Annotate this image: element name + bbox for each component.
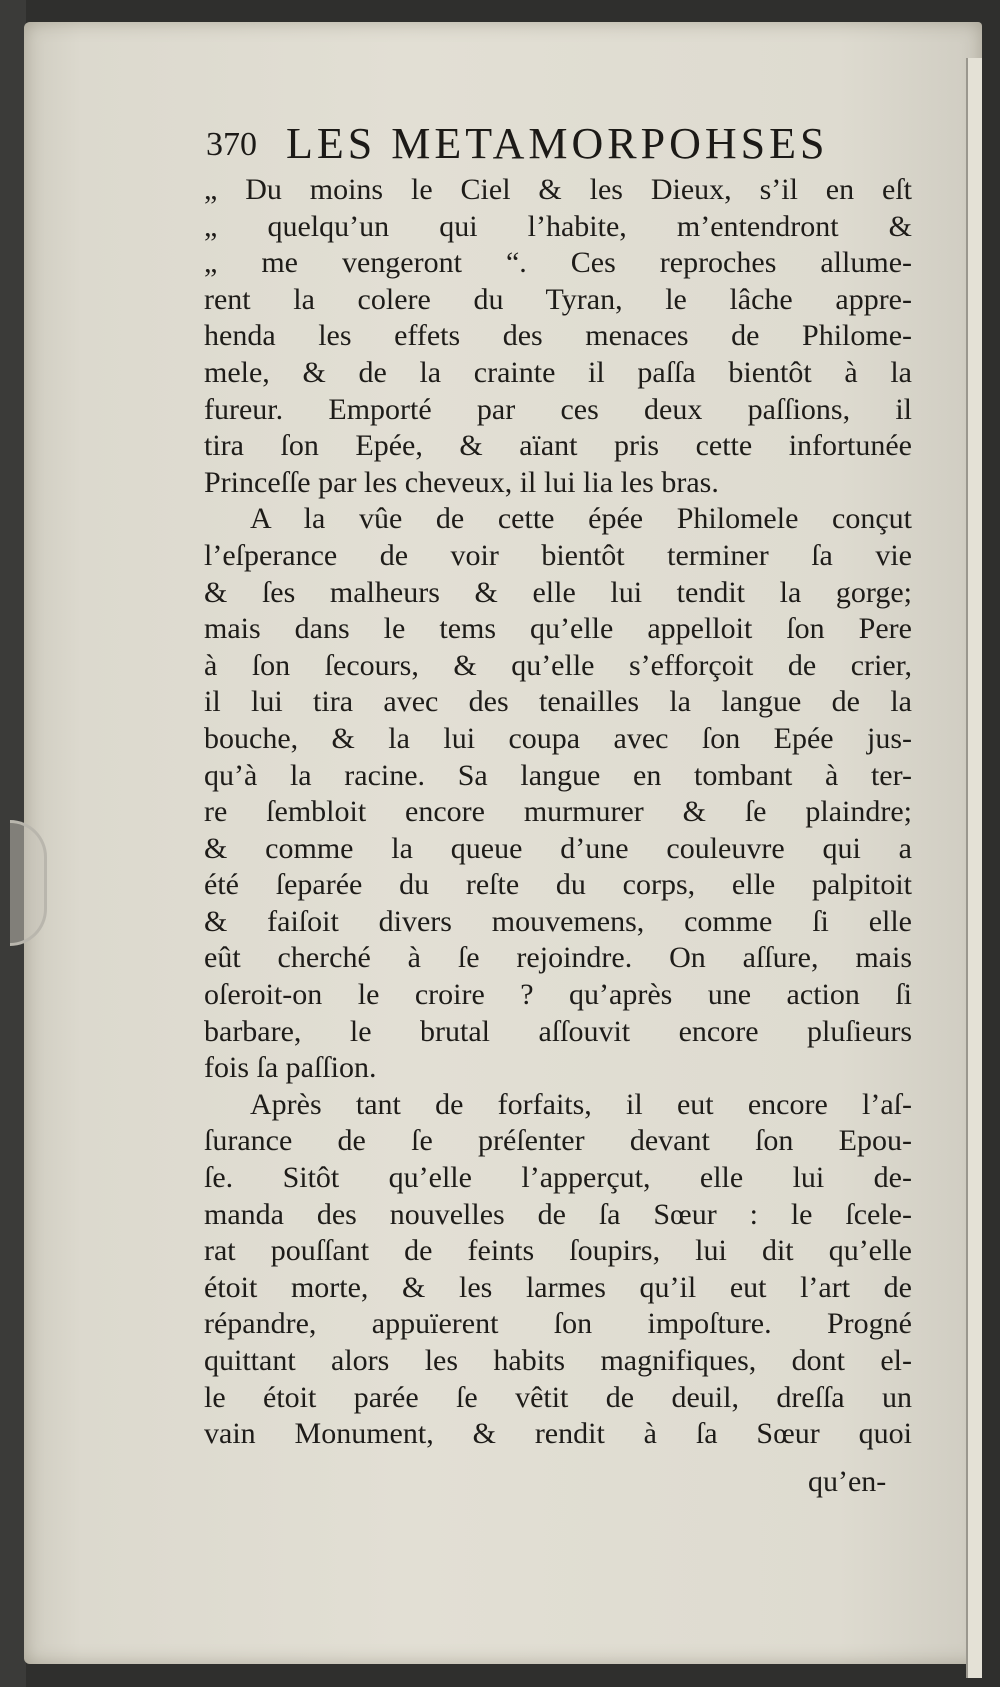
catchword: qu’en-: [808, 1465, 887, 1498]
text-line: & faiſoit divers mouvemens, comme ſi elle: [204, 904, 912, 938]
text-line: „ Du moins le Ciel & les Dieux, s’il en eſt: [204, 173, 912, 206]
text-line: répandre, appuïerent ſon impoſture. Progné: [204, 1307, 912, 1341]
text-line: Princeſſe par les cheveux, il lui lia les bras.: [204, 465, 719, 499]
text-line: quittant alors les habits magnifiques, dont el-: [204, 1344, 912, 1377]
text-line: mele, & de la crainte il paſſa bientôt à la: [204, 355, 912, 389]
body-text: [204, 172, 912, 1453]
page-header: [206, 118, 866, 178]
page-number: 370: [206, 126, 257, 163]
text-line: fois ſa paſſion.: [204, 1051, 377, 1085]
text-line: ſe. Sitôt qu’elle l’apperçut, elle lui de-: [204, 1161, 912, 1195]
text-line: „ me vengeront “. Ces reproches allume-: [204, 246, 912, 280]
text-line: tira ſon Epée, & aïant pris cette infortunée: [204, 429, 912, 463]
text-line: & ſes malheurs & elle lui tendit la gorge;: [204, 575, 912, 609]
text-line: A la vûe de cette épée Philomele conçut: [250, 502, 912, 536]
text-line: l’eſperance de voir bientôt terminer ſa vie: [204, 538, 912, 572]
text-line: étoit morte, & les larmes qu’il eut l’art de: [204, 1270, 912, 1304]
text-line: & comme la queue d’une couleuvre qui a: [204, 831, 912, 865]
text-line: manda des nouvelles de ſa Sœur : le ſcele-: [204, 1197, 912, 1231]
text-line: fureur. Emporté par ces deux paſſions, il: [204, 392, 912, 426]
text-line: oſeroit-on le croire ? qu’après une action ſi: [204, 978, 912, 1012]
text-line: re ſembloit encore murmurer & ſe plaindre;: [204, 795, 912, 829]
text-line: barbare, le brutal aſſouvit encore pluſieurs: [204, 1014, 912, 1048]
text-line: rat pouſſant de feints ſoupirs, lui dit qu’elle: [204, 1234, 912, 1268]
text-line: à ſon ſecours, & qu’elle s’efforçoit de crier,: [204, 648, 912, 682]
text-line: henda les effets des menaces de Philome-: [204, 319, 912, 353]
text-line: qu’à la racine. Sa langue en tombant à ter-: [204, 758, 912, 792]
text-line: été ſeparée du reſte du corps, elle palpitoit: [204, 868, 912, 902]
text-line: bouche, & la lui coupa avec ſon Epée jus-: [204, 721, 912, 755]
text-line: ſurance de ſe préſenter devant ſon Epou-: [204, 1124, 912, 1158]
running-title: LES METAMORPOHSES: [286, 119, 829, 168]
text-line: mais dans le tems qu’elle appelloit ſon Pere: [204, 612, 912, 646]
text-line: „ quelqu’un qui l’habite, m’entendront &: [204, 209, 912, 243]
text-line: vain Monument, & rendit à ſa Sœur quoi: [204, 1417, 912, 1451]
text-line: Après tant de forfaits, il eut encore l’aſ-: [250, 1087, 912, 1121]
adjacent-page-edge: [966, 58, 982, 1678]
page-clip: [10, 820, 47, 946]
text-line: le étoit parée ſe vêtit de deuil, dreſſa un: [204, 1380, 912, 1414]
text-line: eût cherché à ſe rejoindre. On aſſure, mais: [204, 941, 912, 975]
text-line: rent la colere du Tyran, le lâche appre-: [204, 282, 912, 316]
text-line: il lui tira avec des tenailles la langue de la: [204, 685, 912, 719]
